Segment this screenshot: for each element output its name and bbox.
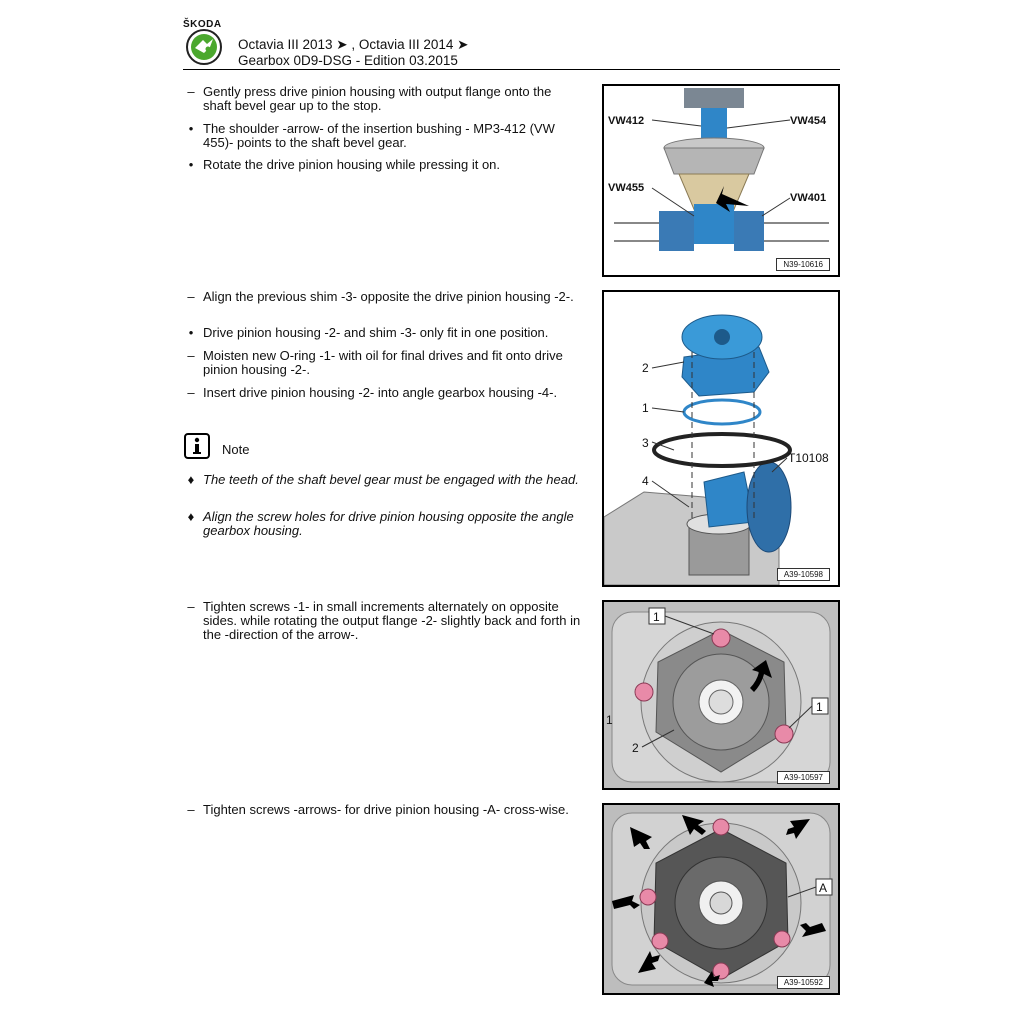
skoda-logo-icon [186,29,222,65]
note-title: Note [222,442,250,457]
step2-item-3: – Moisten new O-ring -1- with oil for final drives and fit onto drive pinion housing -2-. [187,348,563,377]
label-screw-1-right: 1 [816,700,823,714]
figure-tighten-screws-rotate [602,600,840,790]
label-housing-a: A [819,881,828,895]
label-1: 1 [642,401,649,415]
note-item-2: ♦ Align the screw holes for drive pinion housing opposite the angle gearbox housing. [187,509,574,538]
label-t10108: T10108 [788,451,829,465]
figure-tighten-crosswise [602,803,840,995]
step2-item-4: – Insert drive pinion housing -2- into angle gearbox housing -4-. [187,385,558,400]
figure-id: A39-10598 [777,568,830,581]
label-vw455: VW455 [608,182,645,194]
label-4: 4 [642,474,649,488]
label-vw454: VW454 [790,115,827,127]
step2-item-1: – Align the previous shim -3- opposite the drive pinion housing -2-. [187,289,574,304]
step4-item-1: – Tighten screws -arrows- for drive pinion housing -A- cross-wise. [187,802,569,817]
figure-vw-tools [602,84,840,277]
figure-id: N39-10616 [776,258,830,271]
step2-item-2: • Drive pinion housing -2- and shim -3- only fit in one position. [188,325,549,340]
step3-item-1: – Tighten screws -1- in small increments alternately on opposite sides. while rotating the output flange -2- slightly back and forth in the -direction of the arrow-. [187,599,581,642]
step1-item-1: – Gently press drive pinion housing with output flange onto the shaft bevel gear up to the stop. [187,84,552,113]
brand-name: ŠKODA [183,19,222,30]
header-gearbox: Gearbox 0D9-DSG - Edition 03.2015 [238,53,458,68]
label-3: 3 [642,436,649,450]
step1-item-3: • Rotate the drive pinion housing while pressing it on. [188,157,501,172]
label-2: 2 [642,361,649,375]
info-icon [184,433,210,459]
figure-exploded-pinion-housing [602,290,840,587]
header-divider [183,69,840,70]
label-vw401: VW401 [790,192,827,204]
note-item-1: ♦ The teeth of the shaft bevel gear must be engaged with the head. [187,472,579,487]
step1-item-2: • The shoulder -arrow- of the insertion bushing - MP3-412 (VW 455)- points to the shaft bevel gear. [188,121,555,150]
label-screw-1-top: 1 [653,610,660,624]
figure-id: A39-10592 [777,976,830,989]
label-flange-2: 2 [632,741,639,755]
header-model: Octavia III 2013 ➤ , Octavia III 2014 ➤ [238,37,469,52]
figure-id: A39-10597 [777,771,830,784]
label-screw-1-left: 1 [606,713,613,727]
label-vw412: VW412 [608,115,645,127]
